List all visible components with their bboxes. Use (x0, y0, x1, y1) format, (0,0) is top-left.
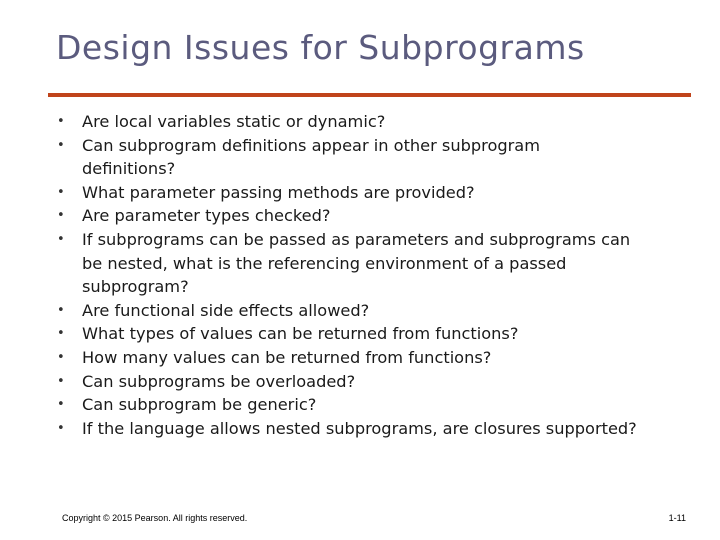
bullet-list (56, 110, 696, 440)
bullet-text: Are parameter types checked? (82, 206, 331, 226)
bullet-text: If the language allows nested subprograms, are closures supported? (82, 418, 637, 438)
bullet-item (56, 228, 696, 299)
bullet-dot-icon: • (57, 326, 65, 342)
bullet-item (56, 370, 696, 394)
bullet-item (56, 134, 696, 181)
bullet-text-continued: be nested, what is the referencing environment of a passed (82, 253, 567, 273)
slide-title: Design Issues for Subprograms (56, 28, 585, 67)
page-number: 1-11 (668, 513, 686, 523)
bullet-item (56, 417, 696, 441)
bullet-item (56, 181, 696, 205)
bullet-dot-icon: • (57, 373, 65, 389)
bullet-dot-icon: • (57, 397, 65, 413)
bullet-item (56, 322, 696, 346)
bullet-text: What parameter passing methods are provided? (82, 182, 475, 202)
bullet-dot-icon: • (57, 349, 65, 365)
bullet-dot-icon: • (57, 114, 65, 129)
bullet-item (56, 299, 696, 323)
title-divider (48, 93, 691, 97)
bullet-text-continued: definitions? (82, 159, 176, 179)
bullet-item (56, 346, 696, 370)
bullet-text-continued: subprogram? (82, 277, 189, 297)
bullet-item (56, 393, 696, 417)
bullet-dot-icon: • (57, 208, 65, 224)
bullet-text: Can subprogram definitions appear in other subprogram (82, 135, 540, 155)
bullet-dot-icon: • (57, 184, 65, 200)
bullet-text: What types of values can be returned from functions? (82, 324, 519, 344)
bullet-text: Are local variables static or dynamic? (82, 112, 386, 131)
bullet-text: How many values can be returned from functions? (82, 347, 492, 367)
bullet-dot-icon: • (57, 302, 65, 318)
bullet-dot-icon: • (57, 137, 65, 153)
bullet-item (56, 110, 696, 134)
bullet-text: If subprograms can be passed as parameters and subprograms can (82, 229, 631, 249)
bullet-text: Can subprogram be generic? (82, 395, 317, 415)
bullet-dot-icon: • (57, 420, 65, 436)
bullet-text: Can subprograms be overloaded? (82, 371, 356, 391)
footer-copyright: Copyright © 2015 Pearson. All rights reserved. (62, 513, 248, 523)
bullet-dot-icon: • (57, 231, 65, 247)
bullet-text: Are functional side effects allowed? (82, 300, 370, 320)
bullet-item (56, 204, 696, 228)
